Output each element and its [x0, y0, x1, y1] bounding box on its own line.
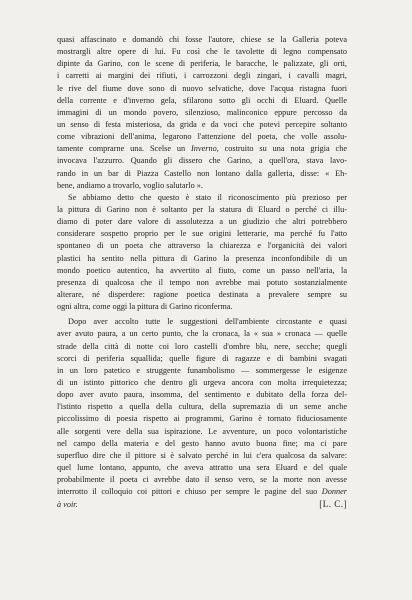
text-line: in un loro patetico e struggente funambolismo — sommergesse le esigenze [57, 365, 347, 375]
text-line: interrotto il colloquio coi pittori e chiuso per sempre le pagine del suo Donner [57, 487, 347, 497]
text-line: nel campo della materia e del gesto hanno avuto buona fine; ma ci pare [57, 438, 347, 448]
text-line: superfluo dire che il pittore si è salvato perché in lui c'era qualcosa da salvare: [57, 450, 347, 460]
text-line: immagini di un mondo povero, silenzioso, malinconico eppure percosso da [57, 107, 347, 117]
text-line: alterare, né disperdere: ragione poetica destinata a prevalere sempre su [57, 289, 347, 299]
text-line: Dopo aver accolto tutte le suggestioni dell'ambiente circostante e quasi [68, 317, 347, 327]
text-line: dipinte da Garino, con le scene di periferia, le baracche, le palizzate, gli orti, [57, 59, 347, 69]
text-line: di un istinto pittorico che dentro gli urgeva ancora con molta irrequietezza; [57, 377, 347, 387]
text-line: le rive del fiume dove sono di nuovo selvatiche, dove l'acqua ristagna fuori [57, 83, 347, 93]
article-body [57, 34, 347, 510]
text-line: dopo aver avuto paura, insomma, del sentimento e dubitato della forza del- [57, 390, 347, 400]
text-line: bene, andiamo a trovarlo, voglio salutarlo ». [57, 180, 203, 190]
text-line: quel lume lontano, appunto, che aveva attratto una sera Eluard e del quale [57, 462, 347, 472]
author-signature: [L. C.] [319, 499, 347, 510]
text-line: spontaneo di un poeta che attraverso la chiarezza e l'organicità dei valori [57, 241, 347, 251]
text-line: mostrargli altre opere di lui. Fu così che le tavolette di legno compensato [57, 47, 347, 57]
text-line: tamente comprarne una. Scelse un Inverno, costruito su una nota grigia che [57, 144, 347, 154]
text-line: plastici ha sentito nella pittura di Garino la presenza inconfondibile di un [57, 253, 347, 263]
text-line: invocava l'azzurro. Quando gli dissero che Garino, a quell'ora, stava lavo- [57, 156, 347, 166]
text-line: alle sorgenti vere della sua ispirazione. Le avventure, un poco volontaristiche [57, 426, 347, 436]
paragraph-3 [57, 316, 347, 510]
text-line: la pittura di Garino non è soltanto per la statura di Eluard o perché ci illu- [57, 204, 347, 214]
text-line: i carretti ai margini dei rifiuti, i carrozzoni degli zingari, i cavalli magri, [57, 71, 347, 81]
final-text: à voir. [57, 500, 78, 510]
text-line: l'istinto rispetto a quella della cultura, della supremazia di un seme anche [57, 402, 347, 412]
text-line: ogni altra, come oggi la pittura di Garino riconferma. [57, 302, 233, 312]
text-line: della corrente e d'inverno gela, sfilarono sotto gli occhi di Eluard. Quelle [57, 95, 347, 105]
text-line: strade della città di notte coi loro castelli d'ombre blu, nere, secche; quegli [57, 341, 347, 351]
paragraph-2 [57, 192, 347, 313]
text-line: un senso di festa misteriosa, da grida e da voci che potevi percepire soltanto [57, 119, 347, 129]
text-line: piccolissimo di poesia rispetto ai programmi, Garino è tornato fiduciosamente [57, 414, 347, 424]
text-line: come vibrazioni dell'anima, legarono l'attenzione del poeta, che volle assolu- [57, 132, 347, 142]
text-line: rando in un bar di Piazza Castello non lontano dalla galleria, disse: « Eh- [57, 168, 347, 178]
closing-line [57, 498, 347, 510]
text-line: scorci di periferia squallida; quelle figure di ragazze e di bambini svagati [57, 353, 347, 363]
text-line: considerare sospetto proprio per le sue origini letterarie, ma perché fu l'atto [57, 229, 347, 239]
text-line: quasi affascinato e domandò chi fosse l'autore, chiese se la Galleria poteva [57, 35, 347, 44]
text-line: diamo di poter dare valore di assolutezza a un giudizio che altri potrebbero [57, 217, 347, 227]
text-line: Se abbiamo detto che questo è stato il riconoscimento più prezioso per [68, 192, 347, 202]
text-line: probabilmente il poeta ci avrebbe dato il senso vero, se la morte non avesse [57, 475, 347, 485]
text-line: mondo poetico autentico, ha avvertito al fiuto, come un passo nell'aria, la [57, 265, 347, 275]
text-line: aver avuto paura, a un certo punto, che la cronaca, la « sua » cronaca — quelle [57, 329, 347, 339]
paragraph-1 [57, 34, 347, 192]
text-line: presenza di qualcosa che il tempo non avrebbe mai potuto sostanzialmente [57, 277, 347, 287]
